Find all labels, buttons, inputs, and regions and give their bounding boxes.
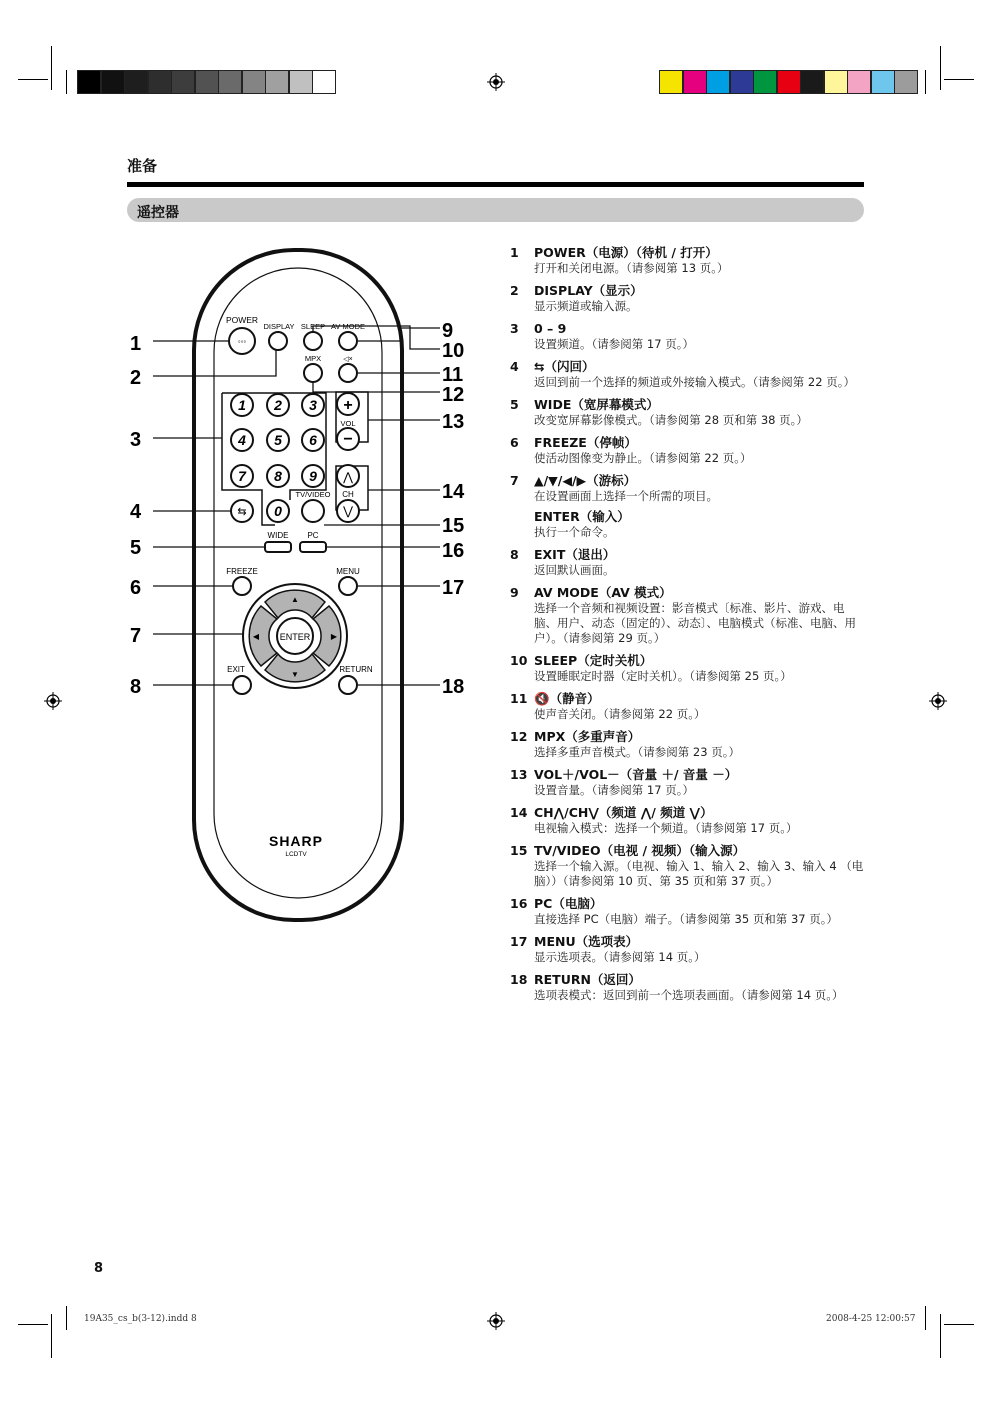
item-subdescription: 执行一个命令。 xyxy=(534,525,615,539)
item-description: 使声音关闭。（请参阅第 22 页。） xyxy=(534,707,706,721)
exit-label: EXIT xyxy=(227,665,245,674)
item-description: 显示频道或输入源。 xyxy=(534,299,638,313)
crop-mark xyxy=(18,1324,48,1325)
av-mode-button[interactable] xyxy=(339,332,357,350)
callout-number: 3 xyxy=(130,429,142,451)
crop-mark xyxy=(66,1306,67,1330)
item-description: 显示选项表。（请参阅第 14 页。） xyxy=(534,950,706,964)
mpx-button[interactable] xyxy=(304,364,322,382)
gray-swatch xyxy=(148,70,172,94)
color-swatch xyxy=(894,70,918,94)
list-item xyxy=(510,434,866,466)
pc-label: PC xyxy=(307,531,319,540)
list-item xyxy=(510,282,866,314)
digit-label: 1 xyxy=(238,397,246,413)
item-description: 使活动图像变为静止。（请参阅第 22 页。） xyxy=(534,451,752,465)
vol-label: VOL xyxy=(340,419,356,428)
crop-mark xyxy=(944,79,974,80)
digit-label: 2 xyxy=(274,397,282,413)
list-item xyxy=(510,766,866,798)
item-description: 选项表模式：返回到前一个选项表画面。（请参阅第 14 页。） xyxy=(534,988,844,1002)
crop-mark xyxy=(940,46,941,90)
list-item xyxy=(510,690,866,722)
item-title: WIDE（宽屏幕模式） xyxy=(534,397,659,412)
arrow-down-icon: ▼ xyxy=(291,670,299,679)
item-description: 选择一个输入源。（电视、输入 1、输入 2、输入 3、输入 4 （电脑））（请参阅第 10 页、第 35 页和第 37 页。） xyxy=(534,859,864,888)
item-title: 🔇（静音） xyxy=(534,691,600,706)
callout-number: 4 xyxy=(130,501,142,523)
exit-button[interactable] xyxy=(233,676,251,694)
menu-label: MENU xyxy=(336,567,360,576)
return-label: RETURN xyxy=(339,665,373,674)
item-title: PC（电脑） xyxy=(534,896,603,911)
callout-number: 18 xyxy=(442,676,465,698)
sleep-label: SLEEP xyxy=(300,322,326,331)
flashback-icon: ⇆ xyxy=(237,506,247,518)
gray-swatch xyxy=(195,70,219,94)
digit-label: 4 xyxy=(238,432,246,448)
color-swatch xyxy=(847,70,871,94)
gray-swatch xyxy=(124,70,148,94)
item-number: 3 xyxy=(510,321,519,336)
list-item xyxy=(510,320,866,352)
arrow-up-icon: ▲ xyxy=(291,595,299,604)
callout-number: 2 xyxy=(130,367,142,389)
list-item xyxy=(510,472,866,540)
item-number: 7 xyxy=(510,473,519,488)
item-description: 选择一个音频和视频设置：影音模式〔标准、影片、游戏、电脑、用户、动态（固定的）、动态〕、电脑模式（标准、电脑、用户）。（请参阅第 29 页。） xyxy=(534,601,856,645)
freeze-button[interactable] xyxy=(233,577,251,595)
list-item xyxy=(510,895,866,927)
item-title: SLEEP（定时关机） xyxy=(534,653,653,668)
gray-swatch xyxy=(101,70,125,94)
callout-number: 11 xyxy=(442,364,464,386)
item-title: AV MODE（AV 模式） xyxy=(534,585,672,600)
callout-number: 9 xyxy=(442,320,454,342)
arrow-right-icon: ▶ xyxy=(330,632,338,641)
callout-number: 8 xyxy=(130,676,142,698)
brand-logo: SHARP xyxy=(268,833,324,849)
wide-label: WIDE xyxy=(267,531,289,540)
gray-swatch xyxy=(312,70,336,94)
button-description-list xyxy=(510,244,866,1009)
digit-label: 3 xyxy=(309,397,317,413)
callout-number: 7 xyxy=(130,625,142,647)
item-title: FREEZE（停帧） xyxy=(534,435,637,450)
callout-number: 6 xyxy=(130,577,142,599)
gray-swatch xyxy=(289,70,313,94)
item-description: 设置睡眠定时器（定时关机）。（请参阅第 25 页。） xyxy=(534,669,792,683)
item-title: 0 – 9 xyxy=(534,321,567,336)
gray-swatch xyxy=(77,70,101,94)
arrow-left-icon: ◀ xyxy=(252,632,260,641)
list-item xyxy=(510,971,866,1003)
registration-mark-icon xyxy=(44,692,62,710)
item-title: CH⋀/CH⋁（频道 ⋀/ 频道 ⋁） xyxy=(534,805,713,820)
list-item xyxy=(510,842,866,889)
list-item xyxy=(510,546,866,578)
footer-file: 19A35_cs_b(3-12).indd 8 xyxy=(84,1314,197,1324)
callout-number: 5 xyxy=(130,537,142,559)
freeze-label: FREEZE xyxy=(226,567,258,576)
color-swatch xyxy=(706,70,730,94)
color-swatch xyxy=(659,70,683,94)
item-number: 18 xyxy=(510,972,528,987)
av-mode-label: AV MODE xyxy=(330,322,366,331)
item-title: MENU（选项表） xyxy=(534,934,639,949)
section-title: 准备 xyxy=(127,157,158,175)
crop-mark xyxy=(66,70,67,94)
model-label: LCDTV xyxy=(285,851,307,858)
item-description: 返回到前一个选择的频道或外接输入模式。（请参阅第 22 页。） xyxy=(534,375,855,389)
item-description: 改变宽屏幕影像模式。（请参阅第 28 页和第 38 页。） xyxy=(534,413,808,427)
footer-timestamp: 2008-4-25 12:00:57 xyxy=(826,1314,916,1324)
list-item xyxy=(510,728,866,760)
registration-mark-icon xyxy=(929,692,947,710)
item-number: 17 xyxy=(510,934,528,949)
color-swatch xyxy=(683,70,707,94)
item-number: 10 xyxy=(510,653,528,668)
item-number: 13 xyxy=(510,767,528,782)
crop-mark xyxy=(925,1306,926,1330)
enter-label: ENTER xyxy=(279,632,311,642)
item-title: POWER（电源）（待机 / 打开） xyxy=(534,245,718,260)
remote-illustration xyxy=(120,240,480,930)
item-description: 设置频道。（请参阅第 17 页。） xyxy=(534,337,694,351)
digit-label: 5 xyxy=(274,432,282,448)
return-button[interactable] xyxy=(339,676,357,694)
registration-mark-icon xyxy=(487,73,505,91)
power-label: POWER xyxy=(225,315,259,325)
list-item xyxy=(510,652,866,684)
item-number: 6 xyxy=(510,435,519,450)
item-description: 设置音量。（请参阅第 17 页。） xyxy=(534,783,694,797)
minus-icon: − xyxy=(343,431,353,448)
color-swatch xyxy=(777,70,801,94)
callout-number: 14 xyxy=(442,481,465,503)
item-title: VOL＋/VOL－（音量 ＋/ 音量 －） xyxy=(534,767,738,782)
power-dots-icon: ◦◦◦ xyxy=(237,337,247,346)
registration-mark-icon xyxy=(487,1312,505,1330)
color-swatch xyxy=(753,70,777,94)
mute-button[interactable] xyxy=(339,364,357,382)
crop-mark xyxy=(51,46,52,90)
callout-number: 12 xyxy=(442,384,465,406)
list-item xyxy=(510,358,866,390)
mpx-label: MPX xyxy=(304,354,322,363)
callout-number: 10 xyxy=(442,340,465,362)
list-item xyxy=(510,804,866,836)
tv-video-label: TV/VIDEO xyxy=(295,490,331,499)
item-number: 9 xyxy=(510,585,519,600)
gray-swatch xyxy=(242,70,266,94)
crop-mark xyxy=(940,1314,941,1358)
item-description: 直接选择 PC（电脑）端子。（请参阅第 35 页和第 37 页。） xyxy=(534,912,839,926)
item-title: ▲/▼/◀/▶（游标） xyxy=(534,473,637,488)
list-item xyxy=(510,584,866,646)
crop-mark xyxy=(925,70,926,94)
item-number: 11 xyxy=(510,691,528,706)
list-item xyxy=(510,933,866,965)
item-number: 5 xyxy=(510,397,519,412)
gray-swatch xyxy=(218,70,242,94)
gray-swatch xyxy=(265,70,289,94)
sleep-button[interactable] xyxy=(304,332,322,350)
callout-number: 16 xyxy=(442,540,465,562)
item-description: 在设置画面上选择一个所需的项目。 xyxy=(534,489,718,503)
digit-label: 9 xyxy=(309,468,317,484)
mute-label-icon: ◁× xyxy=(343,356,353,363)
plus-icon: + xyxy=(343,397,353,414)
item-number: 15 xyxy=(510,843,528,858)
chevron-up-icon: ⋀ xyxy=(343,470,353,484)
digit-label: 0 xyxy=(274,503,282,519)
subsection-bar xyxy=(127,198,864,222)
menu-button[interactable] xyxy=(339,577,357,595)
display-label: DISPLAY xyxy=(263,322,295,331)
item-description: 返回默认画面。 xyxy=(534,563,615,577)
display-button[interactable] xyxy=(269,332,287,350)
color-swatch xyxy=(824,70,848,94)
item-title: DISPLAY（显示） xyxy=(534,283,643,298)
crop-mark xyxy=(944,1324,974,1325)
color-swatch xyxy=(800,70,824,94)
color-swatch xyxy=(871,70,895,94)
item-title: TV/VIDEO（电视 / 视频）（输入源） xyxy=(534,843,746,858)
item-subtitle: ENTER（输入） xyxy=(534,509,630,524)
item-number: 16 xyxy=(510,896,528,911)
tv-video-button[interactable] xyxy=(302,500,324,522)
wide-button[interactable] xyxy=(265,542,291,552)
item-description: 电视输入模式：选择一个频道。（请参阅第 17 页。） xyxy=(534,821,798,835)
item-title: MPX（多重声音） xyxy=(534,729,641,744)
item-number: 2 xyxy=(510,283,519,298)
color-swatch xyxy=(730,70,754,94)
crop-mark xyxy=(51,1314,52,1358)
digit-label: 7 xyxy=(238,468,246,484)
item-number: 4 xyxy=(510,359,519,374)
digit-label: 8 xyxy=(274,468,282,484)
item-title: EXIT（退出） xyxy=(534,547,616,562)
list-item xyxy=(510,396,866,428)
item-number: 1 xyxy=(510,245,519,260)
item-description: 打开和关闭电源。（请参阅第 13 页。） xyxy=(534,261,729,275)
gray-swatch xyxy=(171,70,195,94)
item-number: 12 xyxy=(510,729,528,744)
chevron-down-icon: ⋁ xyxy=(343,504,353,518)
item-description: 选择多重声音模式。（请参阅第 23 页。） xyxy=(534,745,740,759)
page-number: 8 xyxy=(94,1261,104,1276)
item-number: 8 xyxy=(510,547,519,562)
item-title: ⇆（闪回） xyxy=(534,359,595,374)
ch-label: CH xyxy=(342,490,354,499)
callout-number: 1 xyxy=(130,333,142,355)
header-rule xyxy=(127,182,864,187)
item-number: 14 xyxy=(510,805,528,820)
pc-button[interactable] xyxy=(300,542,326,552)
callout-number: 15 xyxy=(442,515,465,537)
callout-number: 13 xyxy=(442,411,465,433)
subsection-title: 遥控器 xyxy=(137,205,179,221)
item-title: RETURN（返回） xyxy=(534,972,641,987)
crop-mark xyxy=(18,79,48,80)
list-item xyxy=(510,244,866,276)
digit-label: 6 xyxy=(309,432,317,448)
callout-number: 17 xyxy=(442,577,465,599)
